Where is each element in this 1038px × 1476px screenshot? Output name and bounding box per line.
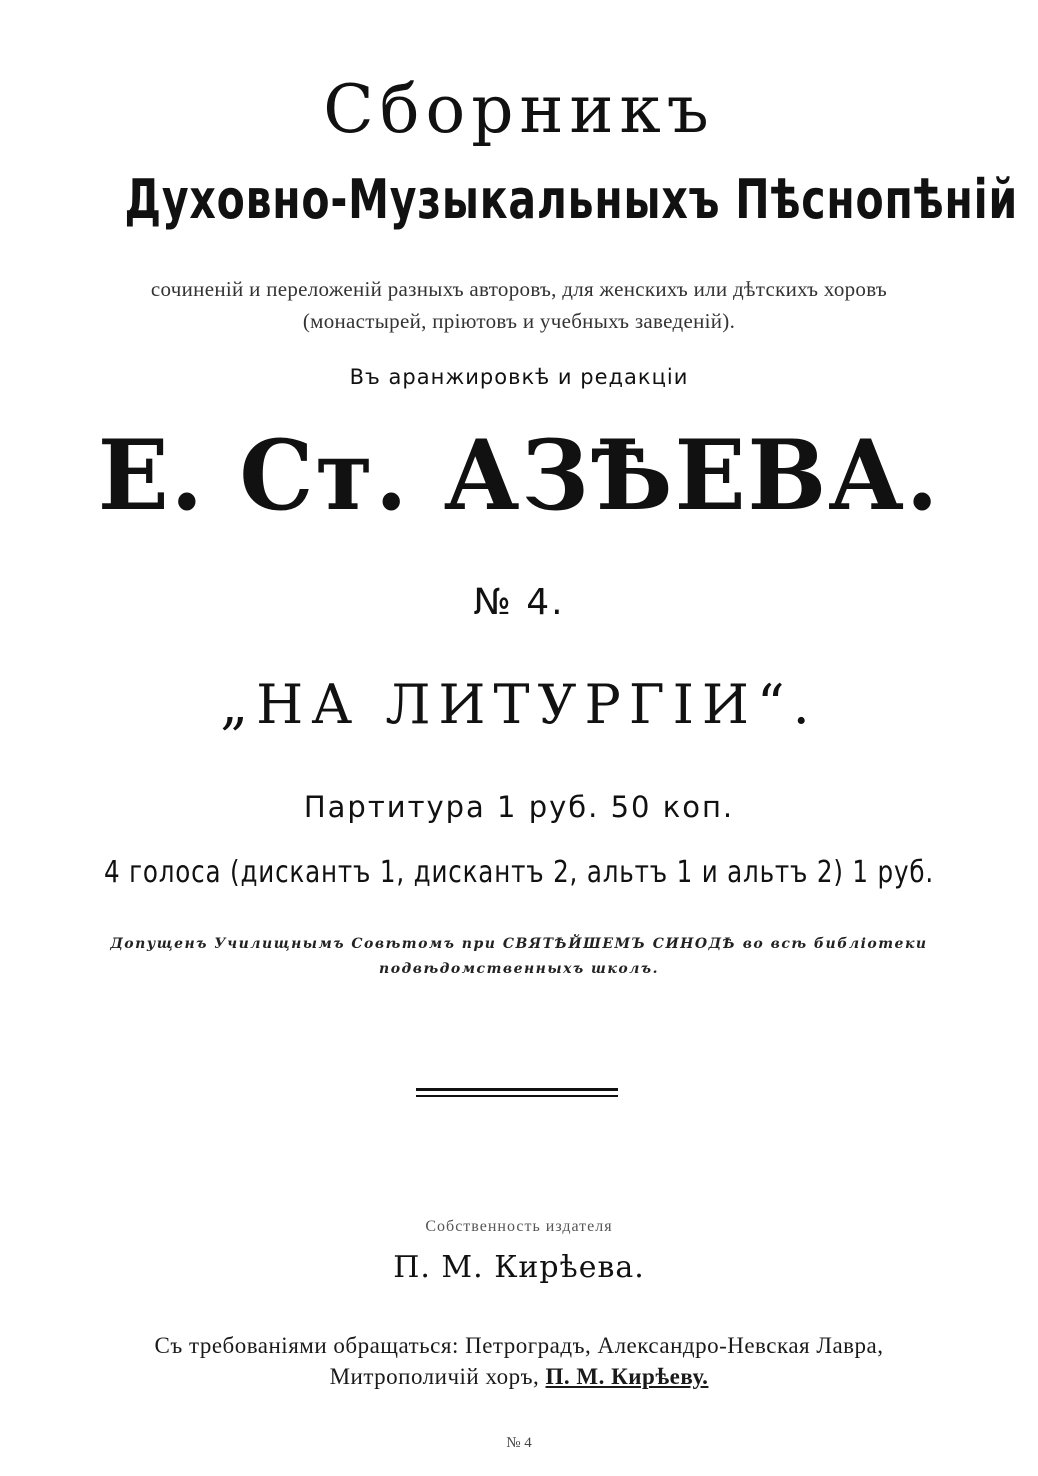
author-name: Е. Ст. АЗѢЕВА. [97, 419, 941, 532]
voices-price: 4 голоса (дискантъ 1, дискантъ 2, альтъ 1 и альтъ 2) 1 руб. [104, 855, 934, 890]
approval-line-2: подвѣдомственныхъ школъ. [379, 961, 659, 977]
contact-recipient: П. М. Кирѣеву. [545, 1364, 709, 1389]
contact-address-end: Митрополичій хоръ, [329, 1364, 540, 1389]
work-title: „НА ЛИТУРГІИ“. [220, 673, 818, 736]
ownership-note: Собственность издателя [425, 1218, 613, 1235]
publisher-name: П. М. Кирѣева. [393, 1250, 645, 1285]
collection-title: Сборникъ [323, 71, 715, 148]
rule-top [416, 1088, 618, 1091]
rule-bottom [416, 1095, 618, 1097]
approval-line-1: Допущенъ Училищнымъ Совѣтомъ при СВЯТѢЙШЕМЪ СИНОДѢ во всѣ библіотеки [110, 936, 928, 952]
page-number: № 4 [506, 1435, 532, 1451]
description-line-2: (монастырей, пріютовъ и учебныхъ заведеній). [302, 309, 736, 333]
issue-number: № 4. [473, 582, 565, 623]
contact-line-2 [0, 1362, 1038, 1392]
arrangement-credit: Въ аранжировкѣ и редакціи [349, 365, 689, 389]
collection-subtitle: Духовно-Музыкальныхъ Пѣснопѣній [124, 168, 1018, 231]
contact-line-1: Съ требованіями обращаться: Петроградъ, Александро-Невская Лавра, [154, 1333, 884, 1358]
score-price: Партитура 1 руб. 50 коп. [303, 790, 735, 824]
double-rule-divider [416, 1088, 618, 1100]
description-line-1: сочиненій и переложеній разныхъ авторовъ, для женскихъ или дѣтскихъ хоровъ [150, 277, 888, 301]
